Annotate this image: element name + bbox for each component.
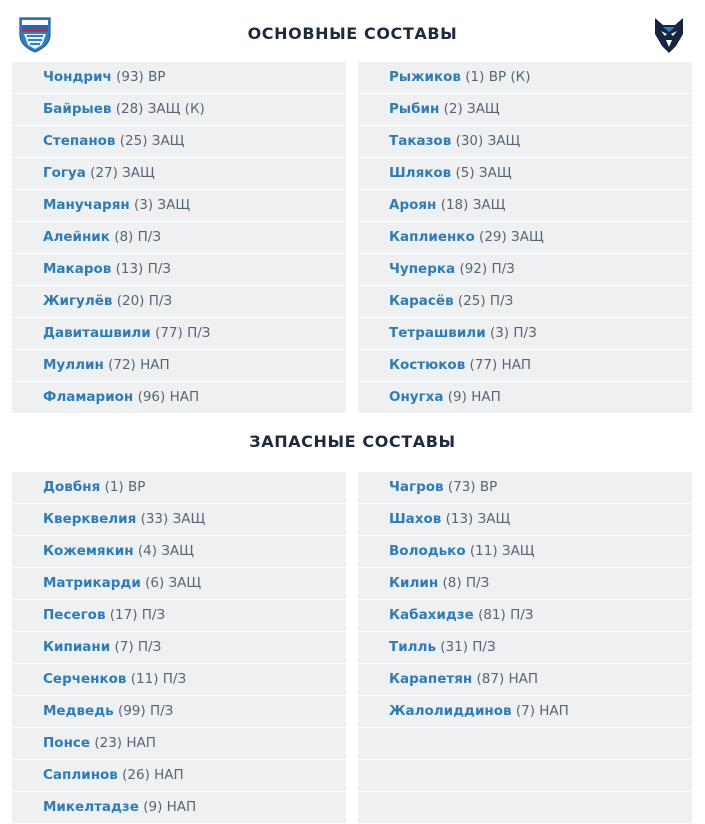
player-info: (25) ЗАЩ <box>119 133 185 149</box>
player-info: (1) ВР <box>104 479 146 495</box>
player-row <box>12 568 346 600</box>
player-name[interactable]: Матрикарди <box>43 575 141 591</box>
player-row <box>358 504 692 536</box>
player-name[interactable]: Кверквелия <box>43 511 137 527</box>
player-name[interactable]: Алейник <box>43 229 110 245</box>
empty-row <box>358 760 692 792</box>
reserve-lineups <box>12 472 692 820</box>
player-info: (2) ЗАЩ <box>443 101 500 117</box>
player-name[interactable]: Жигулёв <box>43 293 113 309</box>
player-name[interactable]: Медведь <box>43 703 114 719</box>
player-row <box>12 222 346 254</box>
starting-lineups-title: ОСНОВНЫЕ СОСТАВЫ <box>247 24 458 43</box>
player-name[interactable]: Саплинов <box>43 767 118 783</box>
empty-row <box>358 792 692 824</box>
player-row <box>12 254 346 286</box>
player-info: (92) П/З <box>459 261 515 277</box>
player-info: (13) П/З <box>115 261 171 277</box>
player-info: (17) П/З <box>109 607 166 623</box>
player-info: (18) ЗАЩ <box>440 197 506 213</box>
player-name[interactable]: Володько <box>389 543 466 559</box>
player-row <box>12 536 346 568</box>
player-row <box>358 568 692 600</box>
player-row <box>12 190 346 222</box>
player-row <box>358 158 692 190</box>
wolf-head-icon <box>652 16 686 54</box>
player-row <box>12 664 346 696</box>
player-info: (25) П/З <box>457 293 514 309</box>
player-row <box>12 792 346 824</box>
player-info: (11) ЗАЩ <box>469 543 535 559</box>
player-info: (3) ЗАЩ <box>134 197 191 213</box>
player-row <box>12 94 346 126</box>
player-row <box>358 94 692 126</box>
player-info: (72) НАП <box>108 357 170 373</box>
starting-lineups <box>12 62 692 410</box>
player-info: (33) ЗАЩ <box>140 511 206 527</box>
player-info: (77) П/З <box>155 325 211 341</box>
player-row <box>12 728 346 760</box>
player-name[interactable]: Довбня <box>43 479 101 495</box>
player-name[interactable]: Кожемякин <box>43 543 134 559</box>
player-name[interactable]: Макаров <box>43 261 112 277</box>
player-row <box>358 126 692 158</box>
player-name[interactable]: Фламарион <box>43 389 134 405</box>
player-info: (96) НАП <box>137 389 200 405</box>
player-row <box>12 350 346 382</box>
player-info: (73) ВР <box>447 479 498 495</box>
player-name[interactable]: Манучарян <box>43 197 130 213</box>
player-row <box>12 126 346 158</box>
player-info: (5) ЗАЩ <box>455 165 512 181</box>
player-info: (4) ЗАЩ <box>137 543 194 559</box>
player-name[interactable]: Байрыев <box>43 101 112 117</box>
player-info: (13) ЗАЩ <box>445 511 511 527</box>
player-name[interactable]: Таказов <box>389 133 452 149</box>
player-info: (23) НАП <box>94 735 156 751</box>
player-row <box>358 286 692 318</box>
lineups-header <box>0 0 705 62</box>
player-name[interactable]: Давиташвили <box>43 325 151 341</box>
player-row <box>358 632 692 664</box>
player-row <box>12 760 346 792</box>
player-row <box>358 190 692 222</box>
player-row <box>12 286 346 318</box>
home-starting-list <box>12 62 346 414</box>
player-name[interactable]: Тилль <box>389 639 436 655</box>
player-name[interactable]: Костюков <box>389 357 466 373</box>
home-reserve-list <box>12 472 346 824</box>
player-info: (93) ВР <box>116 69 166 85</box>
player-row <box>12 504 346 536</box>
player-info: (27) ЗАЩ <box>90 165 155 181</box>
player-row <box>358 472 692 504</box>
player-info: (77) НАП <box>469 357 532 373</box>
player-row <box>358 696 692 728</box>
player-row <box>12 62 346 94</box>
player-name[interactable]: Шляков <box>389 165 452 181</box>
player-row <box>358 600 692 632</box>
player-name[interactable]: Карапетян <box>389 671 473 687</box>
player-row <box>12 158 346 190</box>
player-row <box>358 62 692 94</box>
player-name[interactable]: Шахов <box>389 511 442 527</box>
empty-row <box>358 728 692 760</box>
player-row <box>358 536 692 568</box>
player-row <box>358 350 692 382</box>
player-info: (87) НАП <box>476 671 539 687</box>
player-row <box>358 382 692 414</box>
reserve-lineups-title: ЗАПАСНЫЕ СОСТАВЫ <box>249 432 456 451</box>
player-name[interactable]: Тетрашвили <box>389 325 486 341</box>
player-name[interactable]: Чуперка <box>389 261 456 277</box>
player-name[interactable]: Рыбин <box>389 101 440 117</box>
player-name[interactable]: Килин <box>389 575 439 591</box>
player-name[interactable]: Чондрич <box>43 69 112 85</box>
player-name[interactable]: Карасёв <box>389 293 454 309</box>
player-name[interactable]: Рыжиков <box>389 69 461 85</box>
player-row <box>12 318 346 350</box>
player-info: (7) П/З <box>114 639 162 655</box>
player-info: (81) П/З <box>478 607 534 623</box>
player-name[interactable]: Муллин <box>43 357 104 373</box>
player-row <box>358 664 692 696</box>
player-info: (28) ЗАЩ (К) <box>115 101 205 117</box>
player-info: (20) П/З <box>116 293 173 309</box>
player-name[interactable]: Песегов <box>43 607 106 623</box>
player-info: (31) П/З <box>440 639 496 655</box>
player-info: (1) ВР (К) <box>465 69 531 85</box>
player-name[interactable]: Чагров <box>389 479 444 495</box>
player-info: (9) НАП <box>447 389 501 405</box>
player-info: (29) ЗАЩ <box>479 229 544 245</box>
player-info: (9) НАП <box>143 799 197 815</box>
player-row <box>358 222 692 254</box>
player-row <box>12 696 346 728</box>
player-name[interactable]: Микелтадзе <box>43 799 139 815</box>
player-info: (8) П/З <box>442 575 490 591</box>
player-name[interactable]: Жалолиддинов <box>389 703 512 719</box>
player-row <box>12 382 346 414</box>
player-name[interactable]: Каплиенко <box>389 229 475 245</box>
player-info: (8) П/З <box>114 229 161 245</box>
player-info: (3) П/З <box>489 325 537 341</box>
player-row <box>12 632 346 664</box>
player-row <box>358 254 692 286</box>
player-info: (7) НАП <box>515 703 569 719</box>
player-info: (11) П/З <box>130 671 187 687</box>
player-row <box>12 472 346 504</box>
player-name[interactable]: Кипиани <box>43 639 111 655</box>
player-name[interactable]: Степанов <box>43 133 116 149</box>
player-name[interactable]: Гогуа <box>43 165 86 181</box>
player-name[interactable]: Онугха <box>389 389 444 405</box>
player-name[interactable]: Серченков <box>43 671 127 687</box>
player-info: (6) ЗАЩ <box>145 575 202 591</box>
player-name[interactable]: Кабахидзе <box>389 607 474 623</box>
player-row <box>358 318 692 350</box>
player-row <box>12 600 346 632</box>
player-info: (30) ЗАЩ <box>455 133 521 149</box>
away-reserve-list <box>358 472 692 824</box>
player-info: (26) НАП <box>122 767 184 783</box>
away-starting-list <box>358 62 692 414</box>
player-name[interactable]: Понсе <box>43 735 91 751</box>
player-name[interactable]: Ароян <box>389 197 437 213</box>
player-info: (99) П/З <box>117 703 174 719</box>
